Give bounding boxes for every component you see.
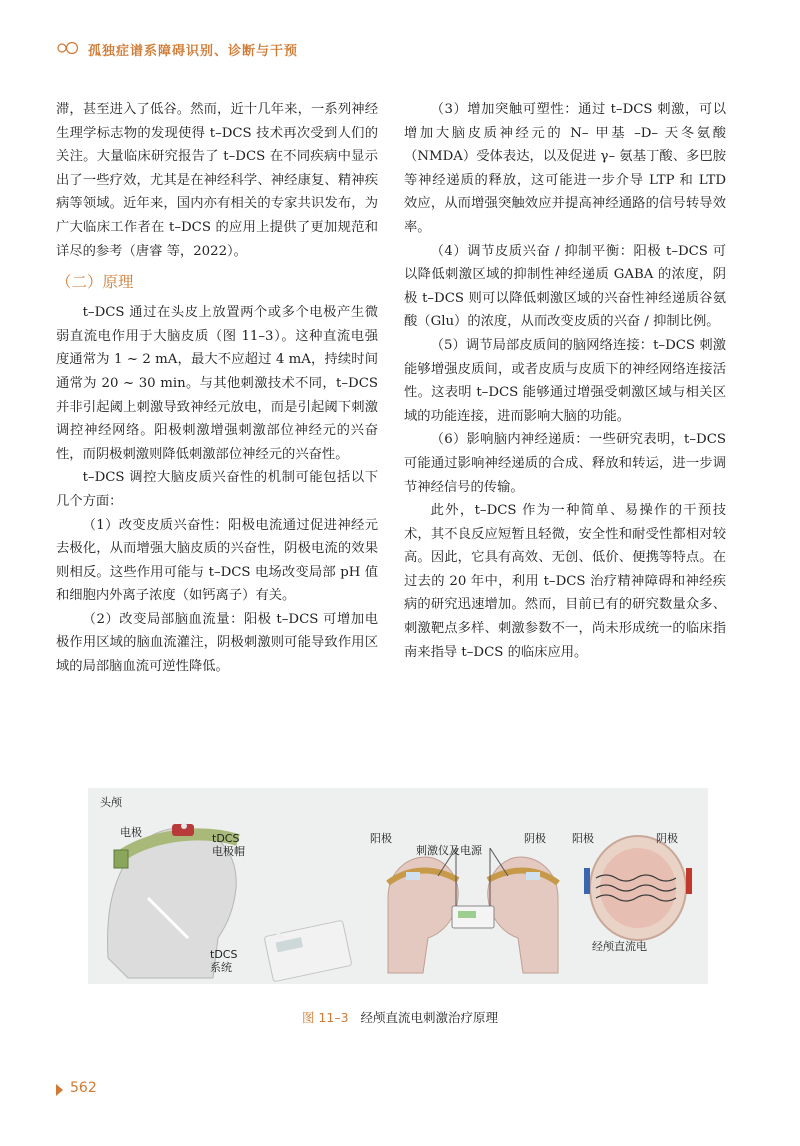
- label-cathode-2: 阴极: [656, 832, 678, 845]
- running-header: [56, 38, 756, 60]
- caption-number: 图 11–3: [301, 1010, 349, 1025]
- paragraph: （3）增加突触可塑性：通过 t–DCS 刺激，可以增加大脑皮质神经元的 N– 甲基 –D– 天冬氨酸（NMDA）受体表达，以及促进 γ– 氨基丁酸、多巴胺等神经递质的释放，这可能进一步介导 LTP 和 LTD 效应，从而增强突触效应并提高神经通路的信号转导效率。: [404, 102, 726, 235]
- label-electrode: 电极: [120, 826, 142, 839]
- paragraph: （2）改变局部脑血流量：阳极 t–DCS 可增加电极作用区域的脑血流灌注，阴极刺激则可能导致作用区域的局部脑血流可逆性降低。: [56, 611, 378, 675]
- label-anode-1: 阳极: [370, 832, 392, 845]
- paragraph: （5）调节局部皮质间的脑网络连接：t–DCS 刺激能够增强皮质间，或者皮质与皮质下的神经网络连接活性。这表明 t–DCS 能够通过增强受刺激区域与相关区域的功能连接，进而影响大脑的功能。: [404, 337, 726, 424]
- figure-tdcs: [88, 788, 708, 984]
- paragraph: 滞，甚至进入了低谷。然而，近十几年来，一系列神经生理学标志物的发现使得 t–DCS 技术再次受到人们的关注。大量临床研究报告了 t–DCS 在不同疾病中显示出了一些疗效，尤其是在神经科学、神经康复、精神疾病等领域。近年来，国内亦有相关的专家共识发布，为广大临床工作者在 t–DCS 的应用上提供了更加规范和详尽的参考（唐睿 等，2022）。: [56, 102, 378, 259]
- label-anode-2: 阳极: [572, 832, 594, 845]
- book-title: 孤独症谱系障碍识别、诊断与干预: [88, 44, 299, 59]
- caption-text: 经颅直流电刺激治疗原理: [360, 1010, 499, 1025]
- triangle-icon: [56, 1084, 63, 1096]
- paragraph: （4）调节皮质兴奋 / 抑制平衡：阳极 t–DCS 可以降低刺激区域的抑制性神经递质 GABA 的浓度，阴极 t–DCS 则可以降低刺激区域的兴奋性神经递质谷氨酸（Glu）的浓度，从而改变皮质的兴奋 / 抑制比例。: [404, 243, 726, 330]
- left-column: [56, 98, 378, 679]
- figure-caption: [0, 1008, 800, 1026]
- section-heading: （二）原理: [56, 273, 134, 292]
- paragraph: t–DCS 调控大脑皮质兴奋性的机制可能包括以下几个方面：: [56, 470, 378, 509]
- paragraph: t–DCS 通过在头皮上放置两个或多个电极产生微弱直流电作用于大脑皮质（图 11–3）。这种直流电强度通常为 1 ~ 2 mA，最大不应超过 4 mA，持续时间通常为 20 ~ 30 min。与其他刺激技术不同，t–DCS 并非引起阈上刺激导致神经元放电，而是引起阈下刺激调控神经网络。阳极刺激增强刺激部位神经元的兴奋性，而阴极刺激则降低刺激部位神经元的兴奋性。: [56, 305, 378, 462]
- paragraph: 此外，t–DCS 作为一种简单、易操作的干预技术，其不良反应短暂且轻微，安全性和耐受性都相对较高。因此，它具有高效、无创、低价、便携等特点。在过去的 20 年中，利用 t–DCS 治疗精神障碍和神经疾病的研究迅速增加。然而，目前已有的研究数量众多、刺激靶点多样、刺激参数不一，尚未形成统一的临床指南来指导 t–DCS 的临床应用。: [404, 503, 726, 660]
- page-number: 562: [70, 1080, 97, 1096]
- label-cathode-1: 阴极: [524, 832, 546, 845]
- label-tdcs-cap: tDCS 电极帽: [212, 832, 245, 858]
- paragraph: （6）影响脑内神经递质：一些研究表明，t–DCS 可能通过影响神经递质的合成、释放和转运，进一步调节神经信号的传输。: [404, 432, 726, 495]
- right-column: [404, 98, 726, 664]
- label-stimulator: 刺激仪及电源: [416, 844, 482, 857]
- tdcs-illustration: [88, 788, 708, 984]
- label-scalp: 头颅: [100, 796, 122, 809]
- rings-icon: [56, 41, 80, 55]
- label-transcranial-dc: 经颅直流电: [592, 940, 647, 953]
- label-tdcs-system: tDCS 系统: [210, 948, 238, 974]
- paragraph: （1）改变皮质兴奋性：阳极电流通过促进神经元去极化，从而增强大脑皮质的兴奋性，阴极电流的效果则相反。这些作用可能与 t–DCS 电场改变局部 pH 值和细胞内外离子浓度（如钙离子）有关。: [56, 517, 378, 604]
